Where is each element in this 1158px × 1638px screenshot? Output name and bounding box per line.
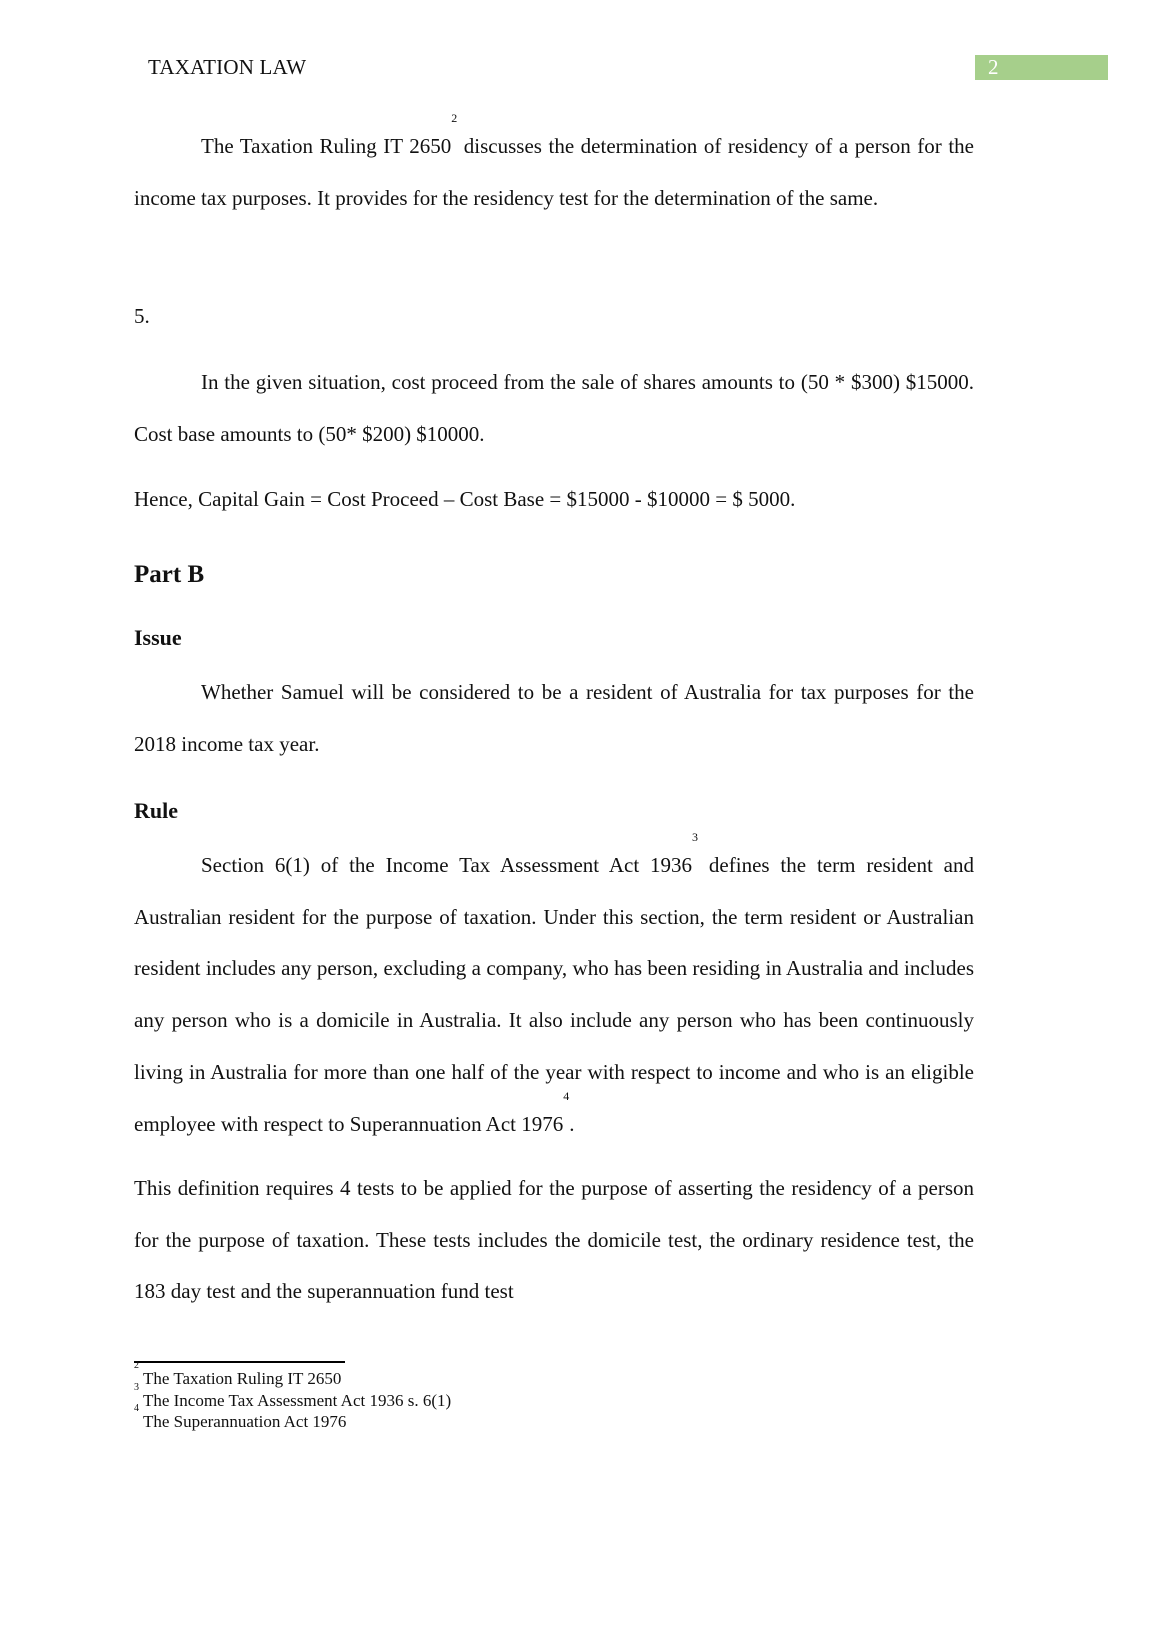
paragraph-four-tests: This definition requires 4 tests to be applied for the purpose of asserting the residency of a person for the purpose of taxation. These tests includes the domicile test, the ordinary residence test, the 183 day test and the superannuation fund test [134, 1176, 974, 1304]
paragraph-rule-definition [134, 830, 974, 1150]
footnote-ref-4[interactable]: 4 [563, 1088, 570, 1103]
paragraph-text: Section 6(1) of the Income Tax Assessment Act 1936 [201, 853, 693, 877]
paragraph-text: discusses the determination of residency of a person for the income tax purposes. It provides for the residency test for the determination of the same. [134, 134, 974, 210]
footnote-text: The Taxation Ruling IT 2650 [139, 1369, 342, 1388]
paragraph-taxation-ruling [134, 111, 974, 224]
footnotes [134, 1360, 452, 1433]
footnote-2 [134, 1360, 451, 1390]
paragraph-text: defines the term resident and Australian resident for the purpose of taxation. Under this section, the term resident or Australian resident includes any person, excluding a company, who has been residing in Australia and includes any person who is a domicile in Australia. It also include any person who has been continuously living in Australia for more than one half of the year with respect to income and who is an eligible employee with respect to Superannuation Act 1976 [134, 853, 974, 1136]
heading-issue: Issue [134, 625, 182, 650]
page-number: 2 [988, 55, 999, 79]
footnote-text: The Income Tax Assessment Act 1936 s. 6(1) [139, 1390, 452, 1410]
footnote-number: 3 [134, 1381, 139, 1393]
item-number: 5. [134, 304, 150, 328]
paragraph-cost-proceed: In the given situation, cost proceed from the sale of shares amounts to (50 * $300) $15000. Cost base amounts to (50* $200) $10000. [134, 370, 974, 446]
heading-rule: Rule [134, 798, 178, 823]
page-number-badge [975, 55, 1108, 80]
footnote-ref-2[interactable]: 2 [451, 111, 458, 125]
footnote-text: The Superannuation Act 1976 [139, 1412, 347, 1431]
paragraph-text: The Taxation Ruling IT 2650 [201, 134, 452, 158]
footnote-4 [134, 1403, 451, 1433]
heading-part-b: Part B [134, 561, 205, 588]
footnote-number: 4 [134, 1403, 139, 1414]
paragraph-capital-gain: Hence, Capital Gain = Cost Proceed – Cost Base = $15000 - $10000 = $ 5000. [134, 487, 796, 511]
running-header-title: TAXATION LAW [148, 55, 307, 79]
footnote-3 [134, 1381, 452, 1412]
paragraph-issue: Whether Samuel will be considered to be a resident of Australia for tax purposes for the 2018 income tax year. [134, 680, 974, 756]
paragraph-text: . [569, 1111, 575, 1136]
footnote-ref-3[interactable]: 3 [692, 830, 699, 844]
footnote-separator [134, 1361, 345, 1363]
footnote-number: 2 [134, 1360, 139, 1371]
